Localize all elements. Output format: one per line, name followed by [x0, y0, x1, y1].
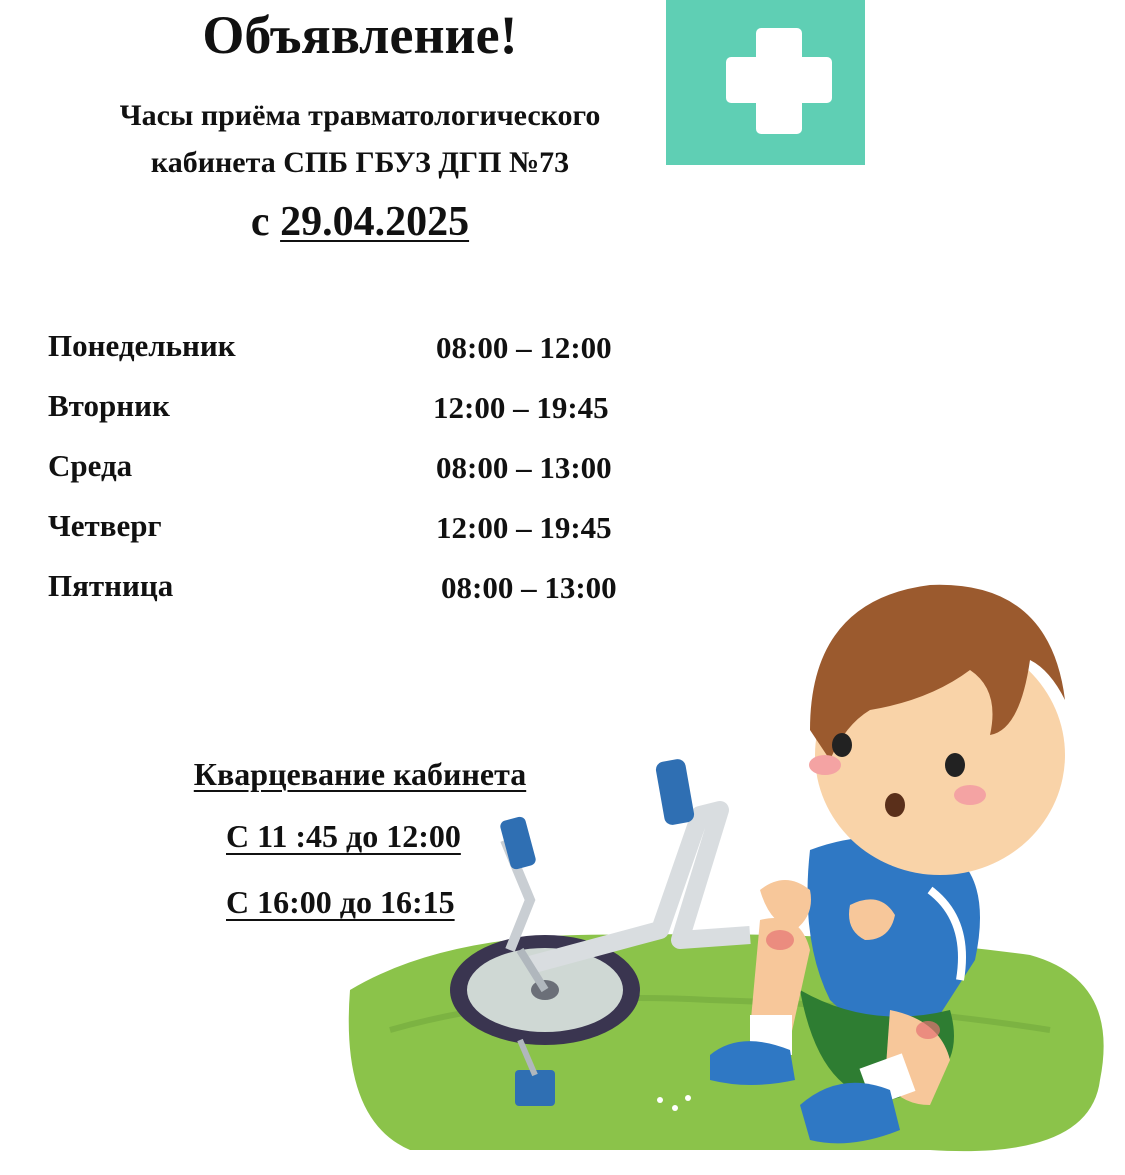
schedule-day: Понедельник: [48, 328, 236, 363]
schedule-day: Среда: [48, 448, 133, 483]
schedule-time: 12:00 – 19:45: [433, 390, 609, 425]
quartz-slot-1: С 11 :45 до 12:00: [226, 818, 461, 854]
schedule-row: [48, 388, 668, 448]
subtitle-line-2: кабинета СПБ ГБУЗ ДГП №73: [150, 146, 570, 179]
schedule-time: 12:00 – 19:45: [436, 510, 612, 545]
schedule-day: Четверг: [48, 508, 162, 543]
schedule-time: 08:00 – 12:00: [436, 330, 612, 365]
effective-date: [200, 194, 520, 250]
subtitle-line-1: Часы приёма травматологического: [119, 99, 601, 132]
schedule-time: 08:00 – 13:00: [436, 450, 612, 485]
boy-fallen-from-bicycle-illustration: [330, 560, 1110, 1165]
schedule-time: 08:00 – 13:00: [441, 570, 617, 605]
schedule-day: Вторник: [48, 388, 170, 423]
schedule-row: [48, 508, 668, 568]
date-value: 29.04.2025: [280, 199, 470, 245]
announcement-title: Объявление!: [202, 5, 518, 65]
schedule-day: Пятница: [48, 568, 174, 603]
announcement-subtitle: [60, 92, 660, 186]
schedule-row: [48, 448, 668, 508]
quartz-slot-2: С 16:00 до 16:15: [226, 884, 455, 920]
date-prefix: с: [250, 199, 270, 245]
medical-cross-icon: [666, 0, 865, 165]
schedule-row: [48, 328, 668, 388]
quartz-heading: Кварцевание кабинета: [193, 756, 527, 792]
